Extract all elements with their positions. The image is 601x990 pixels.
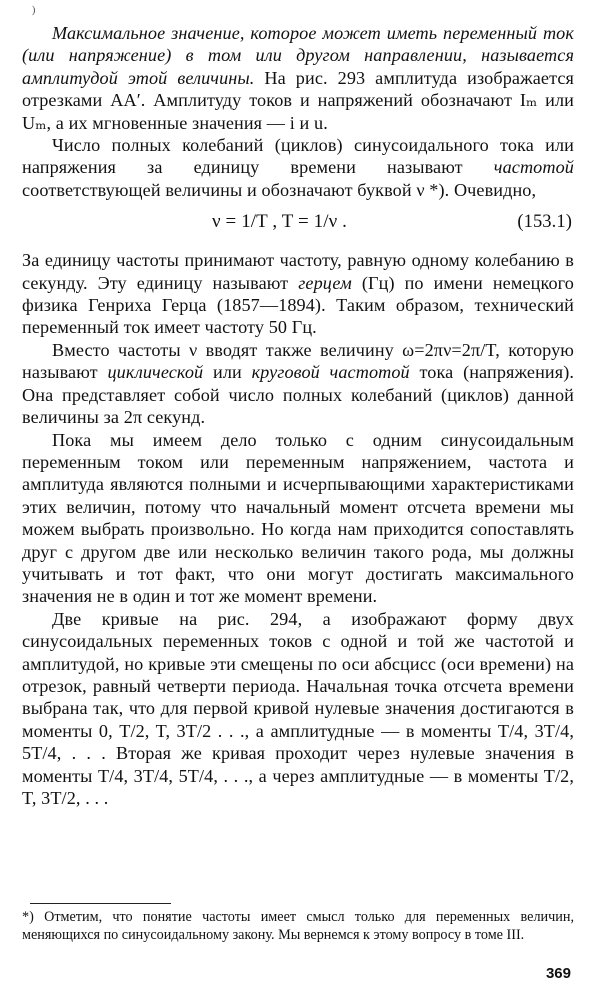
amplitude-description: На рис. 293 амплитуда изображается отрезками AA′. Амплитуду токов и напряжений обозначают Iₘ или Uₘ, а их мгновенные значения — i и u. (22, 67, 575, 133)
angular-text-a: Вместо частоты ν вводят также величину ω=2πν=2π/T, которую называют (22, 339, 574, 383)
paragraph-phase-intro: Пока мы имеем дело только с одним синусоидальным переменным током или переменным напряжением, частота и амплитуда являются полными и исчерпывающими характеристиками этих величин, потому что начальный момент отсчета времени мы можем выбрать произвольно. Но когда нам приходится сопоставлять друг с другом две или несколько величин такого рода, мы должны учитывать и тот факт, что они могут достигать максимального значения не в один и тот же момент времени. (22, 429, 574, 607)
paragraph-two-curves: Две кривые на рис. 294, а изображают форму двух синусоидальных переменных токов с одной и той же частотой и амплитудой, но кривые эти смещены по оси абсцисс (оси времени) на отрезок, равный четверти периода. Начальная точка отсчета времени выбрана так, что для первой кривой нулевые значения достигаются в моменты 0, T/2, T, 3T/2 . . ., а амплитудные — в моменты T/4, 3T/4, 5T/4, . . . Вторая же кривая проходит через нулевые значения в моменты T/4, 3T/4, 5T/4, . . ., а через амплитудные — в моменты T/2, T, 3T/2, . . . (22, 608, 574, 808)
term-hertz: герцем (298, 272, 352, 293)
hertz-text-b: (Гц) по имени немецкого физика Генриха Герца (1857—1894). Таким образом, технический переменный ток имеет частоту 50 Гц. (22, 272, 574, 338)
term-circular-frequency: круговой частотой (251, 362, 410, 383)
footnote: *) Отметим, что понятие частоты имеет смысл только для переменных величин, меняющихся по синусоидальному закону. Мы вернемся к этому вопросу в томе III. (22, 909, 574, 943)
paragraph-amplitude (22, 22, 574, 134)
page-number: 369 (545, 965, 571, 982)
paragraph-angular-frequency (22, 339, 574, 429)
equation-block (22, 201, 574, 249)
footnote-divider (30, 903, 171, 904)
corner-mark: ) (32, 5, 36, 16)
angular-text-c: тока (напряжения). Она представляет собой число полных колебаний (циклов) данной величины за 2π секунд. (22, 362, 575, 428)
angular-text-b: или (203, 362, 252, 383)
frequency-text-b: соответствующей величины и обозначают буквой ν *). Очевидно, (22, 179, 537, 200)
equation-formula: ν = 1/T , T = 1/ν . (212, 211, 348, 233)
paragraph-frequency (22, 134, 574, 201)
main-text (22, 22, 574, 809)
term-cyclic: циклической (107, 362, 204, 383)
equation-number: (153.1) (517, 212, 572, 233)
paragraph-hertz (22, 249, 574, 339)
term-frequency: частотой (493, 157, 574, 178)
hertz-text-a: За единицу частоты принимают частоту, равную одному колебанию в секунду. Эту единицу называют (22, 250, 574, 293)
frequency-text-a: Число полных колебаний (циклов) синусоидального тока или напряжения за единицу времени называют (22, 135, 574, 178)
amplitude-definition: Максимальное значение, которое может иметь переменный ток (или напряжение) в том или другом направлении, называется амплитудой этой величины. (22, 23, 574, 88)
